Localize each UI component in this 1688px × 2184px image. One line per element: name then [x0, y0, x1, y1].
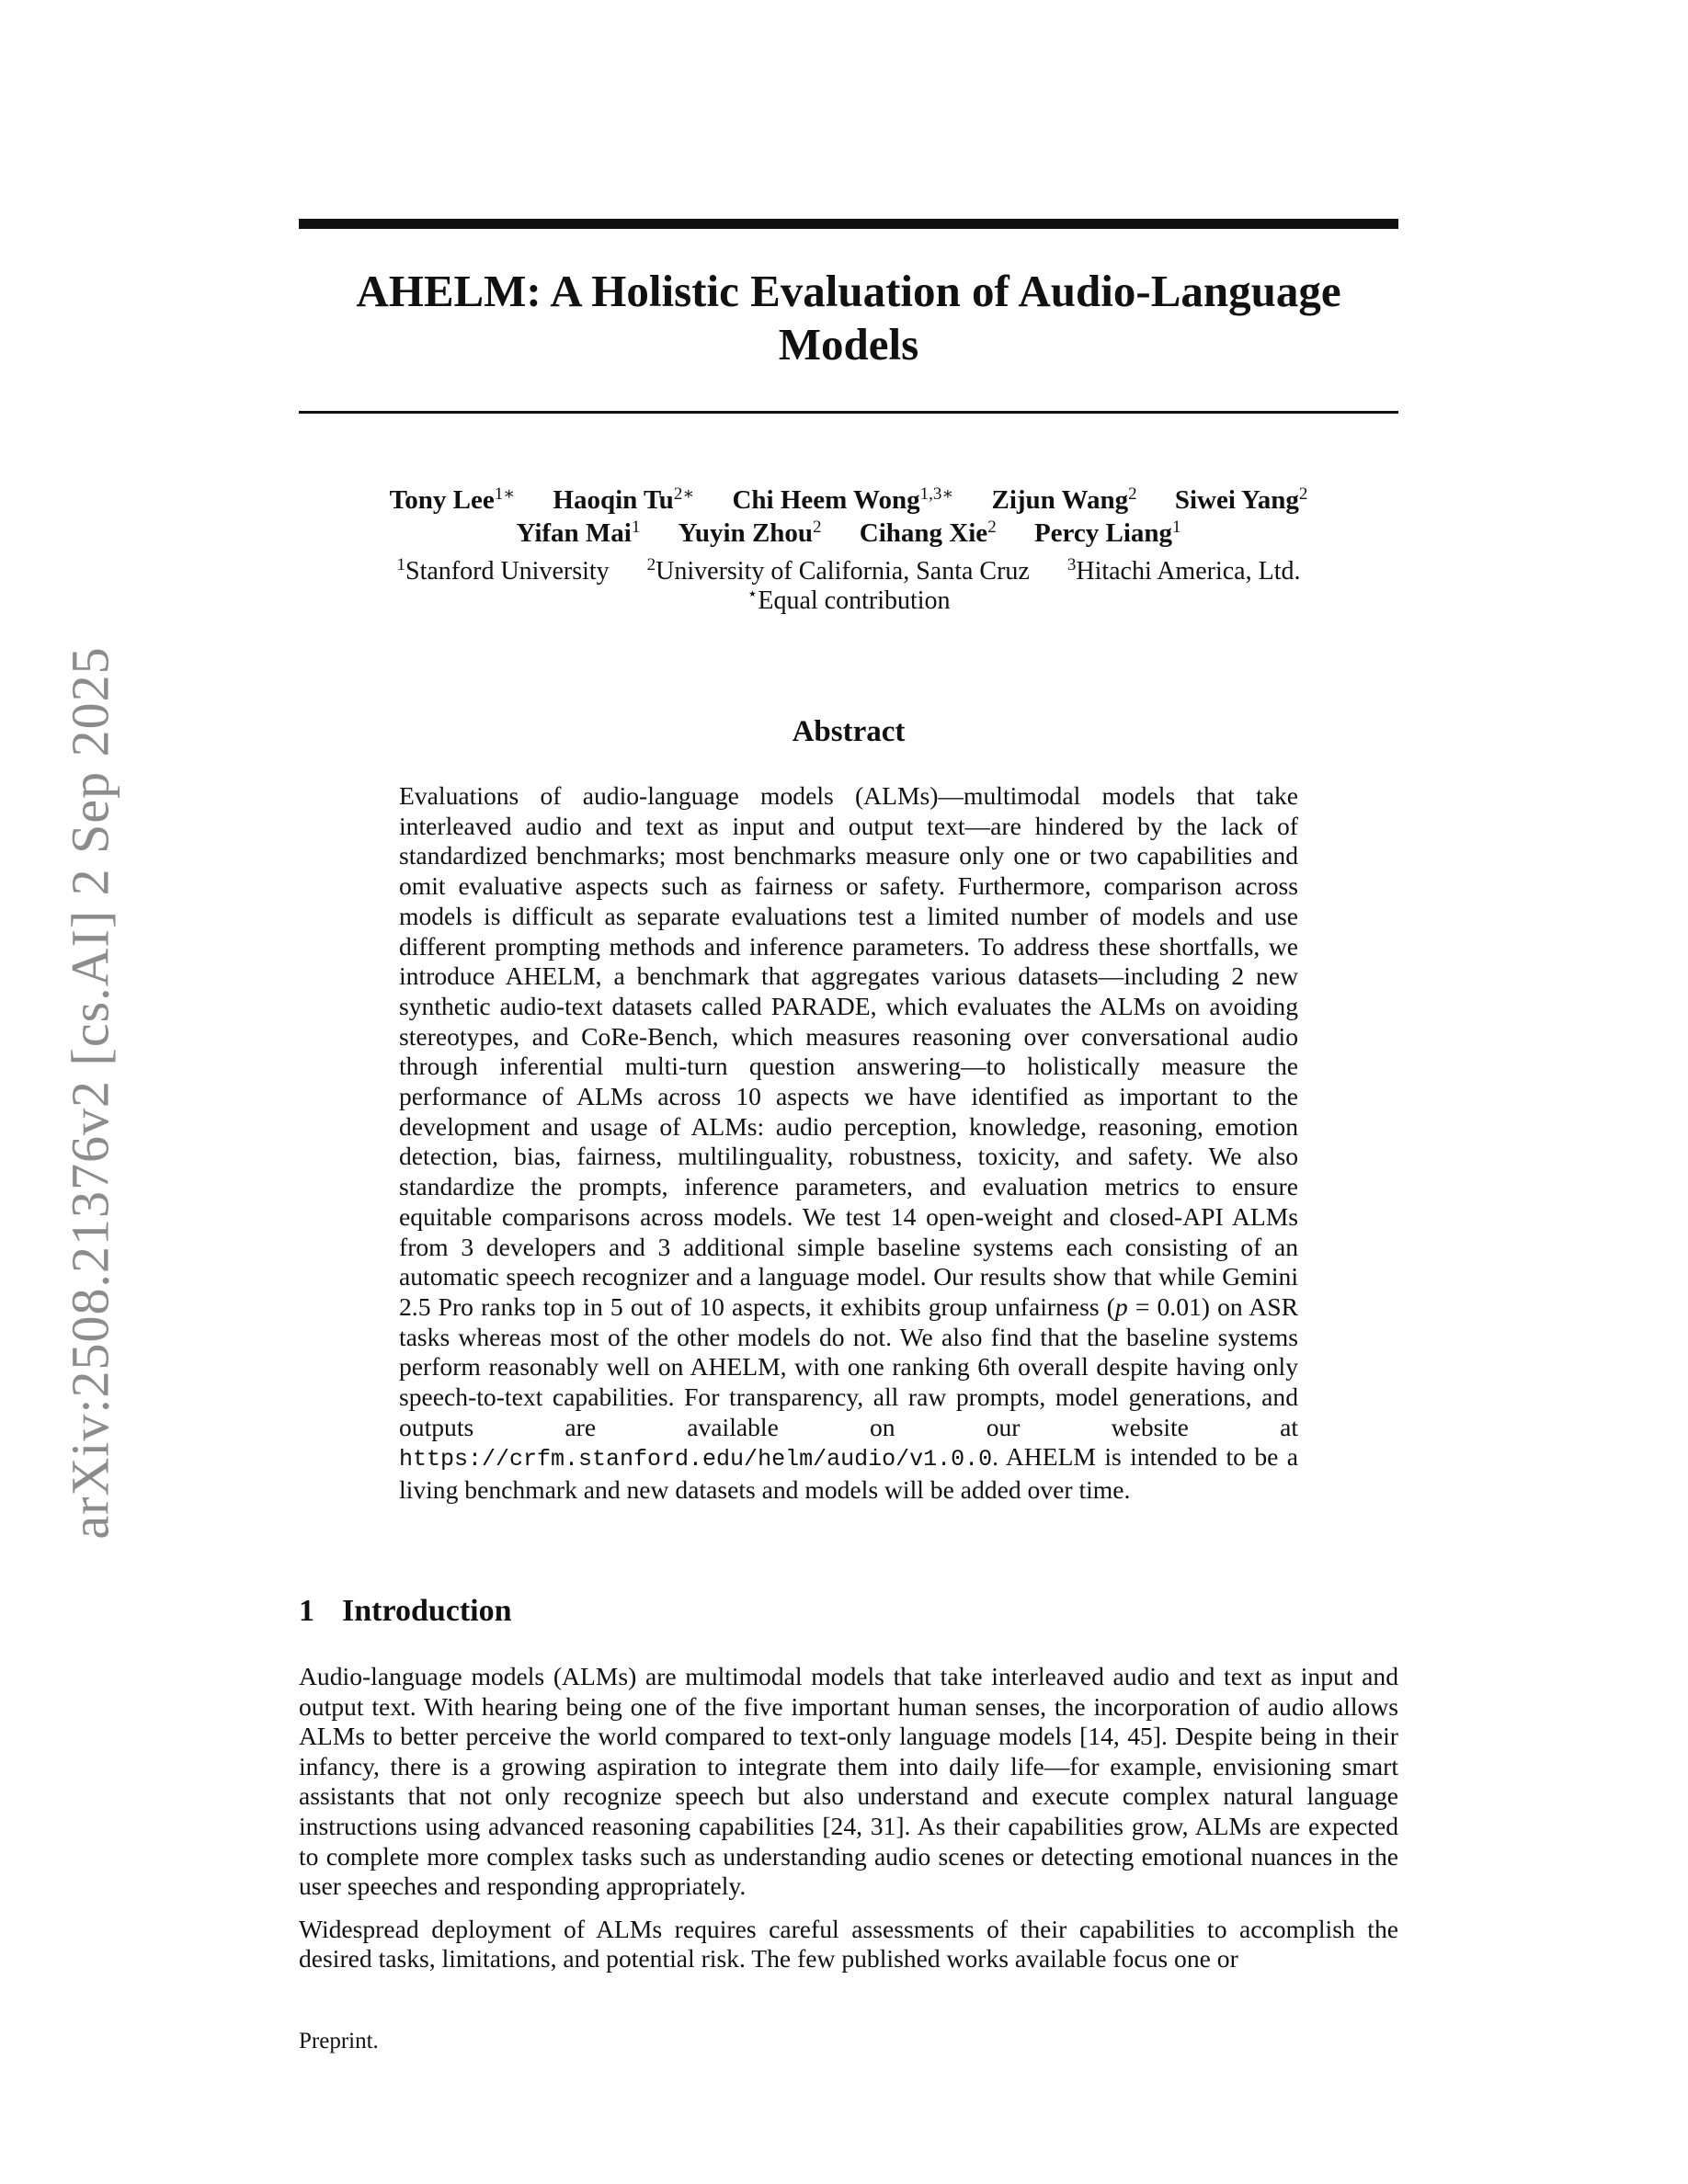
author: Siwei Yang$^2$ — [1174, 484, 1308, 515]
paper-title: AHELM: A Holistic Evaluation of Audio-Language Models — [356, 266, 1341, 370]
section-heading-introduction: 1 Introduction — [299, 1594, 512, 1628]
abstract-heading: Abstract — [792, 715, 906, 748]
author: Zijun Wang$^2$ — [991, 484, 1137, 515]
affiliation: $^3$Hitachi America, Ltd. — [1066, 555, 1301, 586]
author: Yifan Mai$^1$ — [516, 518, 641, 548]
website-url[interactable]: https://crfm.stanford.edu/helm/audio/v1.0.0 — [399, 1446, 993, 1473]
title-top-rule — [299, 219, 1398, 229]
author: Yuyin Zhou$^2$ — [678, 518, 822, 548]
author: Cihang Xie$^2$ — [859, 518, 997, 548]
affiliation: $^1$Stanford University — [396, 555, 610, 586]
affiliation-list — [299, 557, 1398, 616]
paragraph: Audio-language models (ALMs) are multimodal models that take interleaved audio and text as input and output text. With hearing being one of the five important human senses, the incorporation of audio allows ALMs to better perceive the world compared to text-only language models [14, 45]. Despite being in their infancy, there is a growing aspiration to integrate them into daily life—for example, envisioning smart assistants that not only recognize speech but also understand and execute complex natural language instructions using advanced reasoning capabilities [24, 31]. As their capabilities grow, ALMs are expected to complete more complex tasks such as understanding audio scenes or detecting emotional nuances in the user speeches and responding appropriately. — [299, 1662, 1398, 1901]
title-bottom-rule — [299, 411, 1398, 414]
equal-contribution-note: ⋆Equal contribution — [747, 585, 951, 615]
preprint-footer: Preprint. — [299, 2029, 379, 2053]
paragraph: Widespread deployment of ALMs requires careful assessments of their capabilities to accomplish the desired tasks, limitations, and potential risk. The few published works available focus one or — [299, 1914, 1398, 1974]
p-value-variable: p — [1114, 1291, 1128, 1321]
author: Percy Liang$^1$ — [1033, 518, 1181, 548]
author: Chi Heem Wong$^{1,3∗}$ — [732, 484, 954, 515]
author: Tony Lee$^{1∗}$ — [389, 484, 516, 515]
arxiv-sidebar-stamp: arXiv:2508.21376v2 [cs.AI] 2 Sep 2025 — [60, 646, 120, 1540]
author: Haoqin $Tu^{2∗}$ — [553, 484, 695, 515]
author-list — [299, 483, 1398, 550]
affiliation: $^2$University of California, Santa Cruz — [646, 555, 1030, 586]
abstract-body: Evaluations of audio-language models (ALMs)—multimodal models that take interleaved audio and text as input and output text—are hindered by the lack of standardized benchmarks; most benchmarks measure only one or two capabilities and omit evaluative aspects such as fairness or safety. Furthermore, comparison across models is difficult as separate evaluations test a limited number of models and use different prompting methods and inference parameters. To address these shortfalls, we introduce AHELM, a benchmark that aggregates various datasets—including 2 new synthetic audio-text datasets called PARADE, which evaluates the ALMs on avoiding stereotypes, and CoRe-Bench, which measures reasoning over conversational audio through inferential multi-turn question answering—to holistically measure the performance of ALMs across 10 aspects we have identified as important to the development and usage of ALMs: audio perception, knowledge, reasoning, emotion detection, bias, fairness, multilinguality, robustness, toxicity, and safety. We also standardize the prompts, inference parameters, and evaluation metrics to ensure equitable comparisons across models. We test 14 open-weight and closed-API ALMs from 3 developers and 3 additional simple baseline systems each consisting of an automatic speech recognizer and a language model. Our results show that while Gemini 2.5 Pro ranks top in 5 out of 10 aspects, it exhibits group unfairness (p = 0.01) on ASR tasks whereas most of the other models do not. We also find that the baseline systems perform reasonably well on AHELM, with one ranking 6th overall despite having only speech-to-text capabilities. For transparency, all raw prompts, model generations, and outputs are available on our website at https://crfm.stanford.edu/helm/audio/v1.0.0. AHELM is intended to be a living benchmark and new datasets and models will be added over time. — [399, 781, 1298, 1505]
introduction-body — [299, 1662, 1398, 1987]
